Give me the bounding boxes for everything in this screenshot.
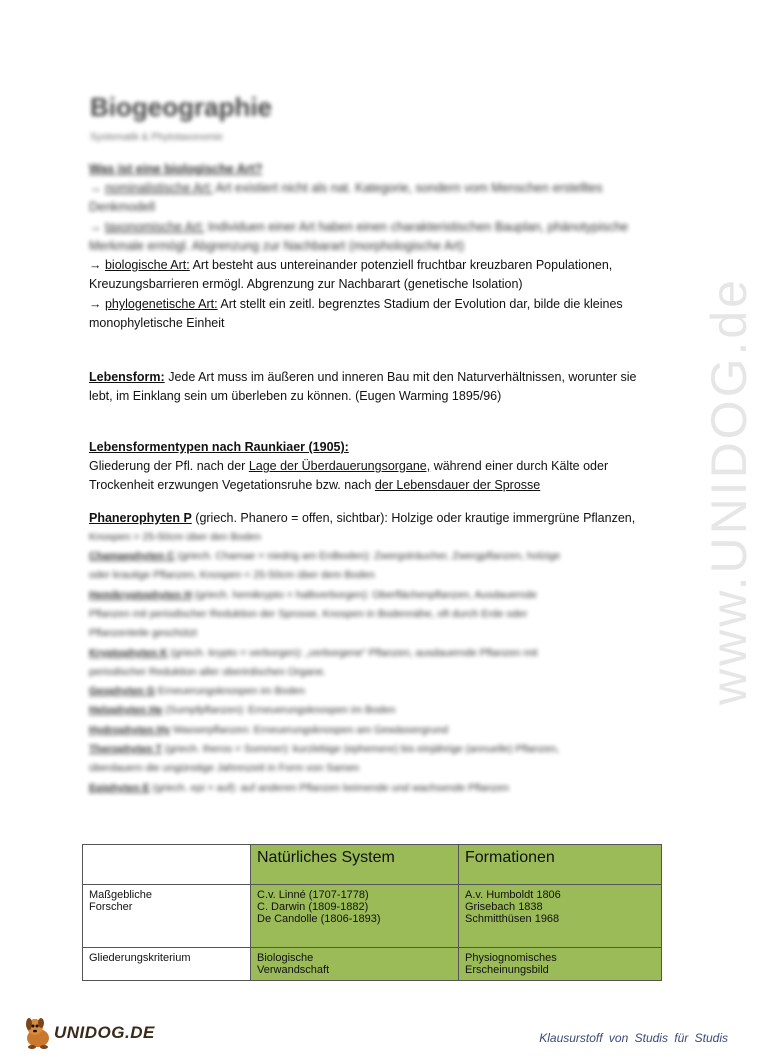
biological-line-1 bbox=[89, 256, 612, 275]
helophyten-term: Helophyten He bbox=[89, 704, 163, 716]
cell-line: Verwandschaft bbox=[257, 964, 330, 976]
phylogenetic-text: Art stellt ein zeitl. begrenztes Stadium der Evolution dar, bilde die kleines bbox=[220, 297, 623, 311]
hemikryptophyten-line-3: Pflanzenteile geschützt bbox=[89, 627, 197, 639]
phylogenetic-line-1 bbox=[89, 295, 623, 314]
raunkiaer-text-c: Trockenheit erzwungen Vegetationsruhe bzw. nach bbox=[89, 478, 372, 492]
watermark: www.UNIDOG.de bbox=[701, 277, 757, 705]
therophyten-line-1 bbox=[89, 740, 559, 759]
table-cell bbox=[459, 885, 662, 948]
therophyten-term: Therophyten T bbox=[89, 743, 162, 755]
hemikryptophyten-term: Hemikryptophyten H bbox=[89, 589, 192, 601]
kryptophyten-term: Kryptophyten K bbox=[89, 647, 168, 659]
chamaephyten-line-2: oder krautige Pflanzen, Knospen < 25-50cm über dem Boden bbox=[89, 569, 375, 581]
comparison-table bbox=[82, 844, 662, 981]
arrow-icon: → bbox=[89, 297, 102, 311]
biological-term: biologische Art: bbox=[104, 258, 190, 272]
table-row-label: Gliederungskriterium bbox=[83, 948, 251, 981]
phylogenetic-term: phylogenetische Art: bbox=[104, 297, 218, 311]
lebensform-line-1 bbox=[89, 368, 636, 387]
hydrophyten-term: Hydrophyten Hy bbox=[89, 724, 171, 736]
cell-line: A.v. Humboldt 1806 bbox=[465, 889, 561, 901]
biological-line-2: Kreuzungsbarrieren ermögl. Abgrenzung zur Nachbarart (genetische Isolation) bbox=[89, 277, 523, 291]
table-row bbox=[83, 885, 662, 948]
cell-line: Erscheinungsbild bbox=[465, 964, 549, 976]
hydrophyten-line bbox=[89, 721, 448, 740]
cell-line: C.v. Linné (1707-1778) bbox=[257, 889, 369, 901]
lebensform-text: Jede Art muss im äußeren und inneren Bau mit den Naturverhältnissen, worunter sie bbox=[168, 370, 637, 384]
logo-text: UNIDOG.DE bbox=[54, 1023, 155, 1042]
hemikryptophyten-line-1 bbox=[89, 586, 537, 605]
table-row bbox=[83, 948, 662, 981]
cell-line: Biologische bbox=[257, 952, 314, 964]
kryptophyten-text: (griech. krypto = verborgen): „verborgene“ Pflanzen, ausdauernde Pflanzen mit bbox=[170, 647, 538, 659]
therophyten-text: (griech. theros = Sommer): kurzlebige (ephemere) bis einjährige (annuelle) Pflanzen, bbox=[164, 743, 560, 755]
chamaephyten-text: (griech. Chamae = niedrig am Erdboden): Zwergsträucher, Zwergpflanzen, holzige bbox=[177, 550, 561, 562]
helophyten-text: (Sumpfpflanzen): Erneuerungsknospen im Boden bbox=[165, 704, 396, 716]
taxonomic-line-1 bbox=[89, 218, 628, 237]
table-header-row bbox=[83, 845, 662, 885]
cell-line: De Candolle (1806-1893) bbox=[257, 913, 381, 925]
cell-line: Physiognomisches bbox=[465, 952, 557, 964]
geophyten-term: Geophyten G bbox=[89, 685, 155, 697]
raunkiaer-text-b: während einer durch Kälte oder bbox=[433, 459, 609, 473]
table-header-formations: Formationen bbox=[459, 845, 662, 885]
hemikryptophyten-line-2: Pflanzen mit periodischer Reduktion der Sprosse, Knospen in Bodennähe, oft durch Erde oder bbox=[89, 608, 528, 620]
table-header-empty bbox=[83, 845, 251, 885]
epiphyten-term: Epiphyten E bbox=[89, 782, 150, 794]
phylogenetic-line-2: monophyletische Einheit bbox=[89, 316, 225, 330]
kryptophyten-line-2: periodischer Reduktion aller oberirdischen Organe. bbox=[89, 666, 326, 678]
lebensform-term: Lebensform: bbox=[89, 370, 165, 384]
geophyten-text: Erneuerungsknospen im Boden bbox=[157, 685, 305, 697]
phanerophyten-line bbox=[89, 509, 635, 528]
phanerophyten-line-2: Knospen > 25-50cm über den Boden bbox=[89, 531, 261, 543]
table-cell bbox=[251, 885, 459, 948]
chamaephyten-term: Chamaephyten C bbox=[89, 550, 175, 562]
raunkiaer-heading: Lebensformentypen nach Raunkiaer (1905): bbox=[89, 440, 349, 454]
nominal-term: nominalistische Art: bbox=[104, 181, 213, 195]
table-cell bbox=[251, 948, 459, 981]
phanerophyten-text: (griech. Phanero = offen, sichtbar): Holzige oder krautige immergrüne Pflanzen, bbox=[195, 511, 636, 525]
raunkiaer-underlined-a: Lage der Überdauerungsorgane, bbox=[248, 459, 431, 473]
therophyten-line-2: überdauern die ungünstige Jahreszeit in Form von Samen bbox=[89, 762, 360, 774]
question-heading: Was ist eine biologische Art? bbox=[89, 162, 263, 176]
arrow-icon: → bbox=[89, 181, 102, 195]
lebensform-line-2: lebt, im Einklang sein um überleben zu können. (Eugen Warming 1895/96) bbox=[89, 389, 502, 403]
phanerophyten-term: Phanerophyten P bbox=[89, 511, 192, 525]
cell-line: C. Darwin (1809-1882) bbox=[257, 901, 369, 913]
geophyten-line bbox=[89, 682, 305, 701]
row-label-line: Maßgebliche bbox=[89, 889, 152, 901]
table-row-label bbox=[83, 885, 251, 948]
epiphyten-text: (griech. epi = auf): auf anderen Pflanzen keimende und wachsende Pflanzen bbox=[152, 782, 509, 794]
footer-tagline: Klausurstoff von Studis für Studis bbox=[539, 1031, 728, 1045]
table-header-natural-system: Natürliches System bbox=[251, 845, 459, 885]
nominal-line-1 bbox=[89, 179, 602, 198]
helophyten-line bbox=[89, 701, 395, 720]
biological-text: Art besteht aus untereinander potenziell fruchtbar kreuzbaren Populationen, bbox=[192, 258, 613, 272]
arrow-icon: → bbox=[89, 220, 102, 234]
taxonomic-line-2: Merkmale ermögl. Abgrenzung zur Nachbarart (morphologische Art) bbox=[89, 239, 465, 253]
cell-line: Grisebach 1838 bbox=[465, 901, 543, 913]
raunkiaer-line-1 bbox=[89, 457, 608, 476]
page-title: Biogeographie bbox=[90, 92, 273, 122]
nominal-text: Art existiert nicht als nat. Kategorie, sondern vom Menschen erstelltes bbox=[215, 181, 603, 195]
dog-logo-icon bbox=[22, 1016, 54, 1050]
raunkiaer-text-a: Gliederung der Pfl. nach der bbox=[89, 459, 246, 473]
arrow-icon: → bbox=[89, 258, 102, 272]
hemikryptophyten-text: (griech. hemikrypto = halbverborgen): Oberflächenpflanzen, Ausdauernde bbox=[194, 589, 537, 601]
hydrophyten-text: Wasserpflanzen: Erneuerungsknospen am Gewässergrund bbox=[173, 724, 449, 736]
cell-line: Schmitthüsen 1968 bbox=[465, 913, 560, 925]
row-label-line: Forscher bbox=[89, 901, 133, 913]
raunkiaer-line-2 bbox=[89, 476, 540, 495]
kryptophyten-line-1 bbox=[89, 644, 538, 663]
taxonomic-term: taxonomische Art: bbox=[104, 220, 205, 234]
chamaephyten-line-1 bbox=[89, 547, 560, 566]
page-subtitle: Systematik & Phytotaxonomie bbox=[90, 132, 223, 143]
raunkiaer-underlined-b: der Lebensdauer der Sprosse bbox=[374, 478, 541, 492]
epiphyten-line bbox=[89, 779, 509, 798]
taxonomic-text: Individuen einer Art haben einen charakteristischen Bauplan, phänotypische bbox=[207, 220, 629, 234]
nominal-line-2: Denkmodell bbox=[89, 200, 156, 214]
table-cell bbox=[459, 948, 662, 981]
